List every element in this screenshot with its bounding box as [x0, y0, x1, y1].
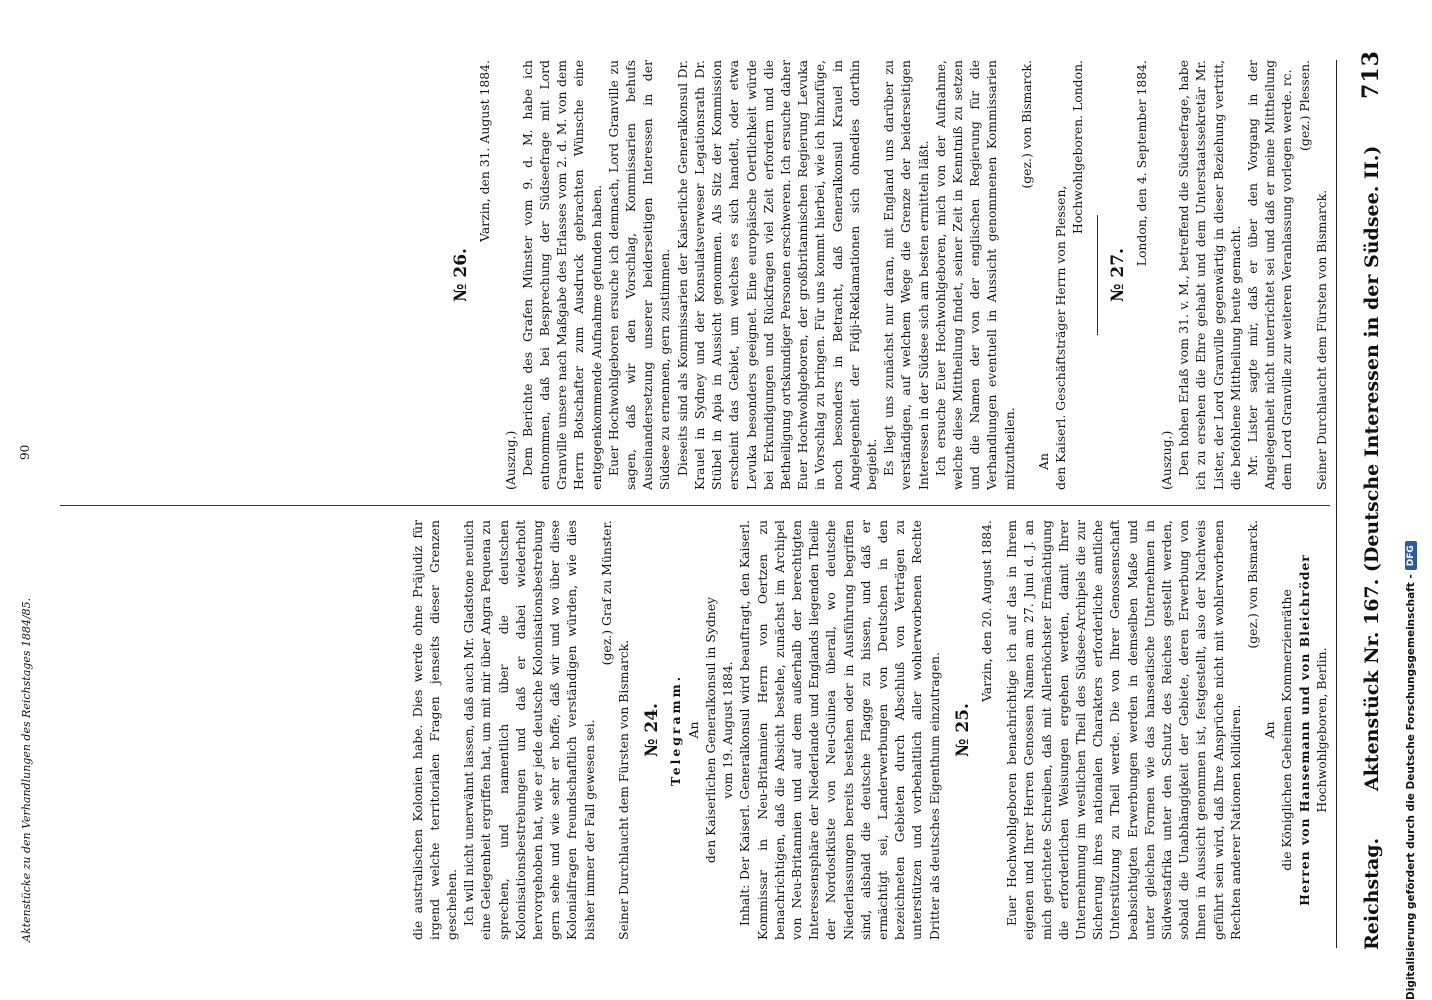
right-column	[0, 60, 1330, 490]
extract-label: (Auszug.)	[502, 430, 518, 490]
digitization-note	[1405, 541, 1417, 1000]
header-center: Aktenstück Nr. 167. (Deutsche Interessen in der Südsee. II.)	[1361, 145, 1383, 792]
recipient-line: Hochwohlgeboren. London.	[1070, 60, 1086, 234]
document-date: vom 19. August 1884.	[720, 661, 736, 799]
addressee: Seiner Durchlaucht dem Fürsten von Bismarck.	[1313, 189, 1329, 490]
paragraph: Ich will nicht unerwähnt lassen, daß auch Mr. Gladstone neulich eine Gelegenheit ergriffen hat, um mit mir über Angra Pequena zu sprechen, und namentlich über die deutschen Kolonisationsbestrebungen und daß er dabei wiederholt hervorgehoben hat, wie er jede deutsche Kolonisationsbestrebung gern sehe und wie sehr er hoffe, daß wir und wo über diese Kolonialfragen freundschaftlich verständigen würden, wie dies bisher immer der Fall gewesen sei.	[461, 520, 597, 940]
paragraph: Es liegt uns zunächst nur daran, mit England uns darüber zu verständigen, auf welchem Wege die Grenze der beiderseitigen Interessen in der Südsee sich am besten ermitteln läßt.	[881, 60, 931, 490]
signature: (gez.) von Bismarck.	[1018, 60, 1034, 189]
signature: (gez.) Plessen.	[1296, 60, 1312, 151]
document-date: London, den 4. September 1884.	[1133, 60, 1149, 267]
paragraph: Dieseits sind als Kommissarien der Kaiserliche Generalkonsul Dr. Krauel in Sydney und der Konsulatsverweser Legationsrath Dr. Stübel in Apia in Aussicht genommen. Als Sitz der Kommission erscheint das Gebiet, um welches es sich handelt, oder etwa Levuka besonders geeignet. Eine europäische Oertlichkeit würde bei Erkundigungen und Rückfragen viel Zeit erfordern und die Betheiligung ortskundiger Personen erschweren. Ich ersuche daher Euer Hochwohlgeboren, der großbritannischen Regierung Levuka in Vorschlag zu bringen. Für uns kommt hierbei, wie ich hinzufüge, noch besonders in Betracht, daß Generalkonsul Krauel in Angelegenheit der Fidji-Reklamationen sich ohnedies dorthin begiebt.	[674, 60, 879, 490]
document-number: № 27.	[1107, 248, 1128, 302]
sheet-number: 90	[18, 444, 32, 460]
paragraph: Inhalt: Der Kaiserl. Generalkonsul wird beauftragt, den Kaiserl. Kommissar in Neu-Britannien Herrn von Oertzen zu benachrichtigen, daß die Absicht bestehe, zunächst im Archipel von Neu-Britannien und auf dem außerhalb der berechtigten Interessensphäre der Niederlande und Englands liegenden Theile der Nordostküste von Neu-Guinea überall, wo deutsche Niederlassungen bereits bestehen oder in Ausführung begriffen sind, alsbald die deutsche Flagge zu hissen, und daß er ermächtigt sei, Landerwerbungen von Deutschen in den bezeichneten Gebieten durch Abschluß von Verträgen zu unterstützen und vorbehaltlich aller wohlerworbenen Rechte Dritter als deutsches Eigenthum einzutragen.	[737, 520, 942, 940]
dfg-logo: DFG	[1405, 541, 1417, 570]
recipient-line: An	[1262, 721, 1278, 739]
recipient-line: die Königlichen Geheimen Kommerzienräthe	[1279, 589, 1295, 871]
recipient-line: An	[685, 721, 701, 739]
left-column	[0, 520, 1330, 940]
running-header	[1358, 50, 1384, 950]
paragraph: die australischen Kolonien habe. Dies werde ohne Präjudiz für irgend welche territorialen Fragen jenseits dieser Grenzen geschehen.	[409, 520, 460, 940]
signature: (gez.) von Bismarck.	[1244, 520, 1260, 649]
paragraph: Euer Hochwohlgeboren benachrichtige ich auf das in Ihrem eigenen und Ihrer Herren Genossen Namen am 27. Juni d. J. an mich gerichtete Schreiben, daß mit Allerhöchster Ermächtigung die erforderlichen Weisungen ergehen werden, damit Ihrer Unternehmung im westlichen Theil des Südsee-Archipels die zur Sicherung ihres nationalen Charakters erforderliche amtliche Unterstützung zu Theil werde. Die von Ihrer Genossenschaft beabsichtigten Erwerbungen werden in demselben Maße und unter gleichen Formen wie das hanseatische Unternehmen in Südwestafrika unter den Schutz des Reiches gestellt werden, sobald die Unabhängigkeit der Gebiete, deren Erwerbung von Ihnen in Aussicht genommen ist, festgestellt, also der Nachweis geführt sein wird, daß Ihre Ansprüche nicht mit wohlerworbenen Rechten anderer Nationen kollidiren.	[1004, 520, 1243, 940]
paragraph: Euer Hochwohlgeboren ersuche ich demnach, Lord Granville zu sagen, daß wir den Vorschlag, Kommissarien behufs Auseinandersetzung unserer beiderseitigen Interessen in der Südsee zu ernennen, gern zustimmen.	[605, 60, 673, 490]
recipient-line: An	[1035, 453, 1051, 470]
header-rule	[1336, 60, 1337, 948]
recipient-line: den Kaiserl. Geschäftsträger Herrn von Plessen,	[1053, 185, 1069, 490]
footer-text: Aktenstücke zu den Verhandlungen des Reichstages 1884/85.	[20, 597, 33, 942]
document-type: Telegramm.	[668, 673, 684, 787]
extract-label: (Auszug.)	[1158, 430, 1174, 490]
document-date: Varzin, den 31. August 1884.	[477, 60, 493, 242]
document-number: № 24.	[642, 703, 663, 757]
addressee: Seiner Durchlaucht dem Fürsten von Bismarck.	[616, 639, 632, 940]
digitization-text: Digitalisierung gefördert durch die Deutsche Forschungsgemeinschaft -	[1405, 574, 1417, 1000]
paragraph: Dem Berichte des Grafen Münster vom 9. d. M. habe ich entnommen, daß bei Besprechung der Südseefrage mit Lord Granville unsere nach Maßgabe des Erlasses vom 2. d. M. von dem Herrn Botschafter zum Ausdruck gebrachten Wünsche eine entgegenkommende Aufnahme gefunden haben.	[519, 60, 604, 490]
column-divider	[60, 505, 1330, 506]
paragraph: Den hohen Erlaß vom 31. v. M., betreffend die Südseefrage, habe ich zu ersehen die Ehre gehabt und dem Unterstaatssekretär Mr. Lister, der Lord Granville gegenwärtig in dieser Beziehung vertritt, die befohlene Mittheilung heute gemacht.	[1176, 60, 1243, 490]
signature: (gez.) Graf zu Münster.	[598, 520, 614, 666]
recipient-line: Hochwohlgeboren, Berlin.	[1313, 647, 1329, 813]
section-rule	[1097, 215, 1098, 335]
paragraph: Mr. Lister sagte mir, daß er über den Vorgang in der Angelegenheit nicht unterrichtet sei und daß er meine Mittheilung dem Lord Granville zur weiteren Veranlassung vorlegen werde. rc.	[1244, 60, 1295, 490]
document-number: № 26.	[451, 248, 472, 302]
document-date: Varzin, den 20. August 1884.	[978, 520, 994, 702]
recipient-line: den Kaiserlichen Generalkonsul in Sydney	[702, 596, 718, 864]
recipient-line: Herren von Hansemann und von Bleichröder	[1296, 554, 1312, 906]
document-number: № 25.	[952, 703, 973, 757]
paragraph: Ich ersuche Euer Hochwohlgeboren, mich von der Aufnahme, welche diese Mittheilung findet, seiner Zeit in Kenntniß zu setzen und die Namen der von der englischen Regierung für die Verhandlungen eventuell in Aussicht genommenen Kommissarien mitzutheilen.	[932, 60, 1017, 490]
page-number: 713	[1358, 50, 1384, 99]
header-left: Reichstag.	[1361, 837, 1383, 950]
